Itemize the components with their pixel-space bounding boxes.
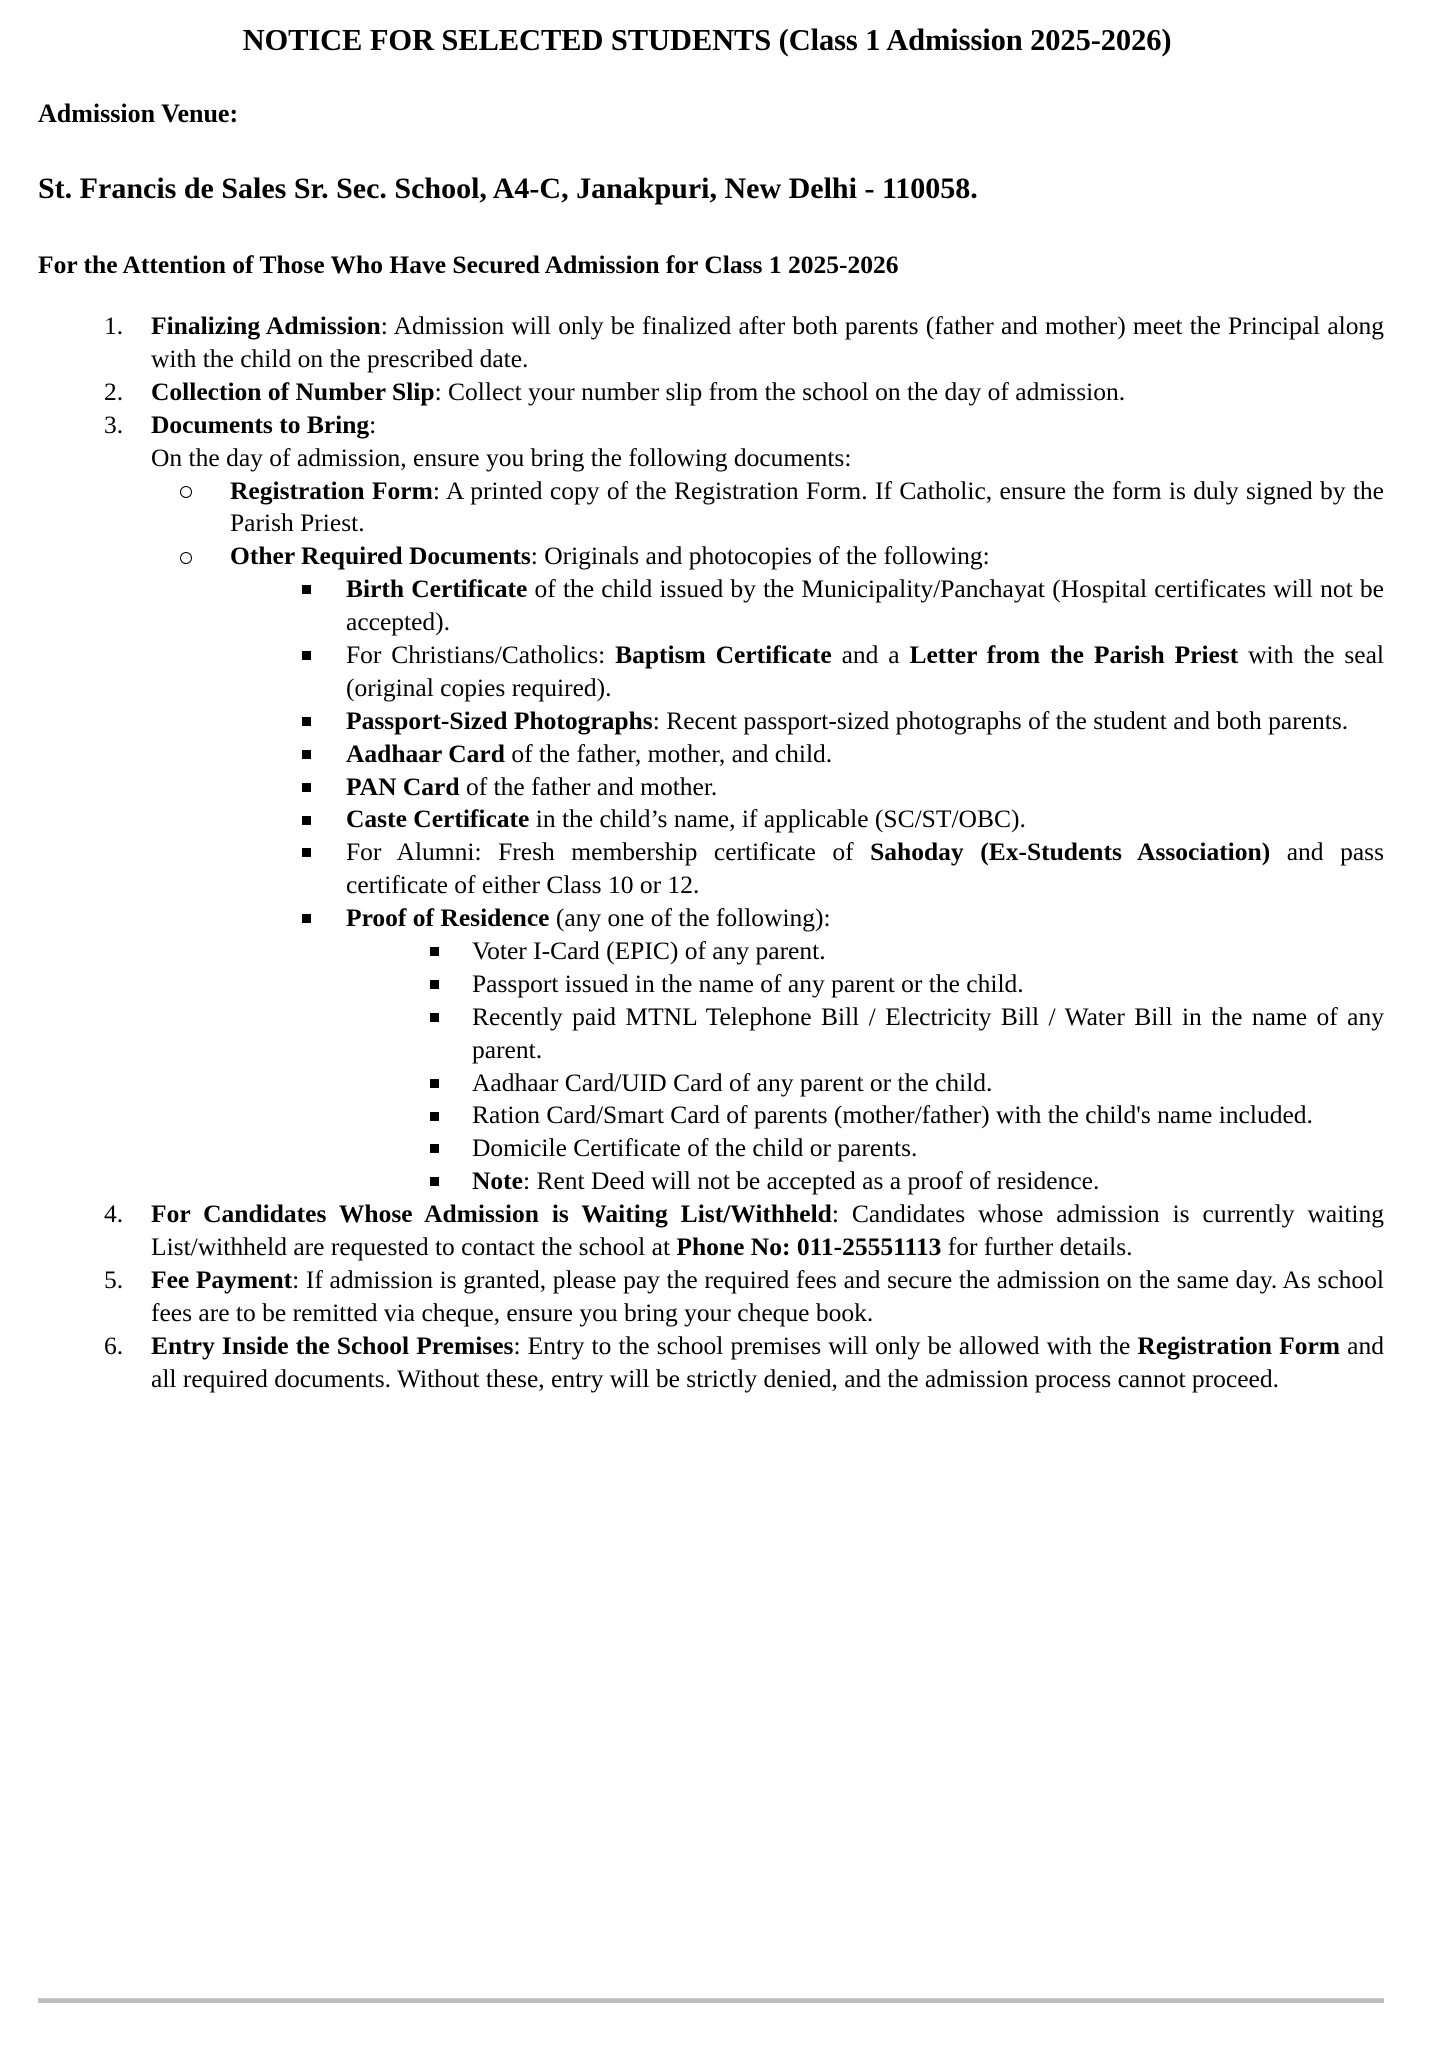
list-item-entry-inside-premises	[96, 1330, 1384, 1396]
residence-option-passport	[422, 968, 1384, 1001]
document-item-alumni	[288, 836, 1384, 902]
proof-of-residence-text: (any one of the following):	[549, 903, 831, 933]
list-item-fee-payment	[96, 1264, 1384, 1330]
item-5-text: : If admission is granted, please pay the required fees and secure the admission on the same day. As school fees are to be remitted via cheque, ensure you bring your cheque book.	[151, 1264, 1384, 1327]
footer-divider	[38, 1998, 1384, 2003]
item-6-rest-text: and all required documents. Without these, entry will be strictly denied, and the admission process cannot proceed.	[151, 1330, 1384, 1393]
document-item-pan-card	[288, 771, 1384, 804]
residence-option-aadhaar-uid	[422, 1067, 1384, 1100]
list-marker-4: 4.	[104, 1199, 124, 1229]
residence-option-domicile	[422, 1132, 1384, 1165]
list-item-finalizing-admission	[96, 310, 1384, 376]
note-bold-label: Note	[472, 1166, 523, 1196]
attention-heading: For the Attention of Those Who Have Secured Admission for Class 1 2025-2026	[38, 250, 899, 280]
item-6-mid-text: : Entry to the school premises will only be allowed with the	[513, 1330, 1138, 1360]
passport-text: Passport issued in the name of any parent or the child.	[472, 968, 1024, 998]
residence-option-ration-card	[422, 1099, 1384, 1132]
baptism-rest-text: with the seal (original copies required).	[346, 639, 1385, 702]
residence-option-voter-id	[422, 935, 1384, 968]
square-bullet-icon	[302, 805, 311, 834]
document-item-caste-certificate	[288, 803, 1384, 836]
baptism-mid-text: and a	[831, 639, 910, 669]
school-phone-number: Phone No: 011-25551113	[676, 1232, 942, 1262]
square-bullet-icon	[430, 1069, 439, 1098]
baptism-bold-label: Baptism Certificate	[615, 639, 832, 669]
item-5-bold-label: Fee Payment	[151, 1264, 293, 1294]
square-bullet-icon	[430, 1003, 439, 1032]
document-item-aadhaar-card	[288, 738, 1384, 771]
sahoday-bold-label: Sahoday (Ex-Students Association)	[870, 837, 1271, 867]
alumni-pre-text: For Alumni: Fresh membership certificate of	[346, 837, 871, 867]
baptism-pre-text: For Christians/Catholics:	[346, 639, 616, 669]
residence-option-utility-bills	[422, 1001, 1384, 1067]
item-4-bold-label: For Candidates Whose Admission is Waiting List/Withheld	[151, 1199, 832, 1229]
document-item-passport-photographs	[288, 705, 1384, 738]
square-bullet-icon	[302, 838, 311, 867]
list-marker-2: 2.	[104, 376, 124, 406]
item-4-rest-text: for further details.	[941, 1232, 1133, 1262]
photographs-text: : Recent passport-sized photographs of the student and both parents.	[652, 705, 1349, 735]
item-6-registration-form-bold: Registration Form	[1137, 1330, 1341, 1360]
page-title: NOTICE FOR SELECTED STUDENTS (Class 1 Admission 2025-2026)	[242, 23, 1172, 57]
square-bullet-icon	[302, 641, 311, 670]
utility-bills-text: Recently paid MTNL Telephone Bill / Electricity Bill / Water Bill in the name of any parent.	[472, 1001, 1384, 1064]
photographs-bold-label: Passport-Sized Photographs	[346, 705, 653, 735]
square-bullet-icon	[430, 1134, 439, 1163]
square-bullet-icon	[430, 970, 439, 999]
item-3-colon: :	[369, 409, 377, 439]
document-item-baptism-certificate	[288, 639, 1384, 705]
document-item-proof-of-residence	[288, 902, 1384, 1198]
ration-card-text: Ration Card/Smart Card of parents (mother/father) with the child's name included.	[472, 1100, 1313, 1130]
circle-bullet-icon	[180, 540, 192, 571]
documents-sublist	[151, 475, 1384, 1199]
square-bullet-icon	[430, 1167, 439, 1196]
list-item-number-slip	[96, 376, 1384, 409]
residence-option-note	[422, 1165, 1384, 1198]
caste-text: in the child’s name, if applicable (SC/ST/OBC).	[529, 804, 1026, 834]
domicile-text: Domicile Certificate of the child or parents.	[472, 1133, 918, 1163]
voter-id-text: Voter I-Card (EPIC) of any parent.	[472, 936, 826, 965]
square-bullet-icon	[302, 773, 311, 802]
parish-priest-letter-bold-label: Letter from the Parish Priest	[909, 639, 1239, 669]
alumni-rest-text: and pass certificate of either Class 10 or 12.	[346, 837, 1385, 900]
proof-of-residence-bold-label: Proof of Residence	[346, 903, 550, 933]
birth-certificate-bold-label: Birth Certificate	[346, 574, 528, 604]
circle-bullet-icon	[180, 475, 192, 506]
other-docs-bold-label: Other Required Documents	[230, 541, 531, 571]
note-text: : Rent Deed will not be accepted as a proof of residence.	[522, 1166, 1100, 1196]
birth-certificate-text: of the child issued by the Municipality/Panchayat (Hospital certificates will not be accepted).	[346, 574, 1384, 637]
item-6-bold-label: Entry Inside the School Premises	[151, 1330, 514, 1360]
square-bullet-icon	[302, 740, 311, 769]
item-2-bold-label: Collection of Number Slip	[151, 376, 435, 406]
other-docs-text: : Originals and photocopies of the following:	[530, 541, 990, 571]
item-1-bold-label: Finalizing Admission	[151, 311, 381, 341]
documents-intro-text: On the day of admission, ensure you bring the following documents:	[151, 442, 852, 472]
document-item-birth-certificate	[288, 573, 1384, 639]
admission-venue-address: St. Francis de Sales Sr. Sec. School, A4-C, Janakpuri, New Delhi - 110058.	[38, 171, 978, 205]
admission-venue-label: Admission Venue:	[38, 99, 239, 129]
list-marker-3: 3.	[104, 409, 124, 439]
square-bullet-icon	[302, 575, 311, 604]
square-bullet-icon	[302, 707, 311, 736]
required-documents-list	[230, 573, 1384, 1198]
aadhaar-uid-text: Aadhaar Card/UID Card of any parent or the child.	[472, 1067, 993, 1097]
square-bullet-icon	[302, 904, 311, 933]
aadhaar-text: of the father, mother, and child.	[504, 738, 833, 768]
item-1-text: : Admission will only be finalized after both parents (father and mother) meet the Principal along with the child on the prescribed date.	[151, 311, 1384, 373]
sublist-item-registration-form	[168, 475, 1384, 541]
list-marker-5: 5.	[104, 1264, 124, 1294]
square-bullet-icon	[430, 937, 439, 966]
list-marker-1: 1.	[104, 311, 124, 341]
list-item-waiting-list-withheld	[96, 1198, 1384, 1264]
pan-text: of the father and mother.	[459, 771, 718, 801]
item-4-mid-text: : Candidates whose admission is currently waiting List/withheld are requested to contact the school at	[151, 1199, 1384, 1262]
pan-bold-label: PAN Card	[346, 771, 460, 801]
proof-of-residence-options-list	[346, 935, 1384, 1198]
square-bullet-icon	[430, 1101, 439, 1130]
notice-instruction-list	[38, 310, 1384, 1395]
item-3-bold-label: Documents to Bring	[151, 409, 370, 439]
registration-form-bold-label: Registration Form	[230, 475, 433, 505]
list-marker-6: 6.	[104, 1330, 124, 1360]
aadhaar-bold-label: Aadhaar Card	[346, 738, 505, 768]
registration-form-text: : A printed copy of the Registration Form. If Catholic, ensure the form is duly signed by the Parish Priest.	[230, 475, 1384, 538]
list-item-documents-to-bring	[96, 409, 1384, 1198]
caste-bold-label: Caste Certificate	[346, 804, 530, 834]
sublist-item-other-required-documents	[168, 540, 1384, 1198]
item-2-text: : Collect your number slip from the school on the day of admission.	[434, 376, 1126, 406]
